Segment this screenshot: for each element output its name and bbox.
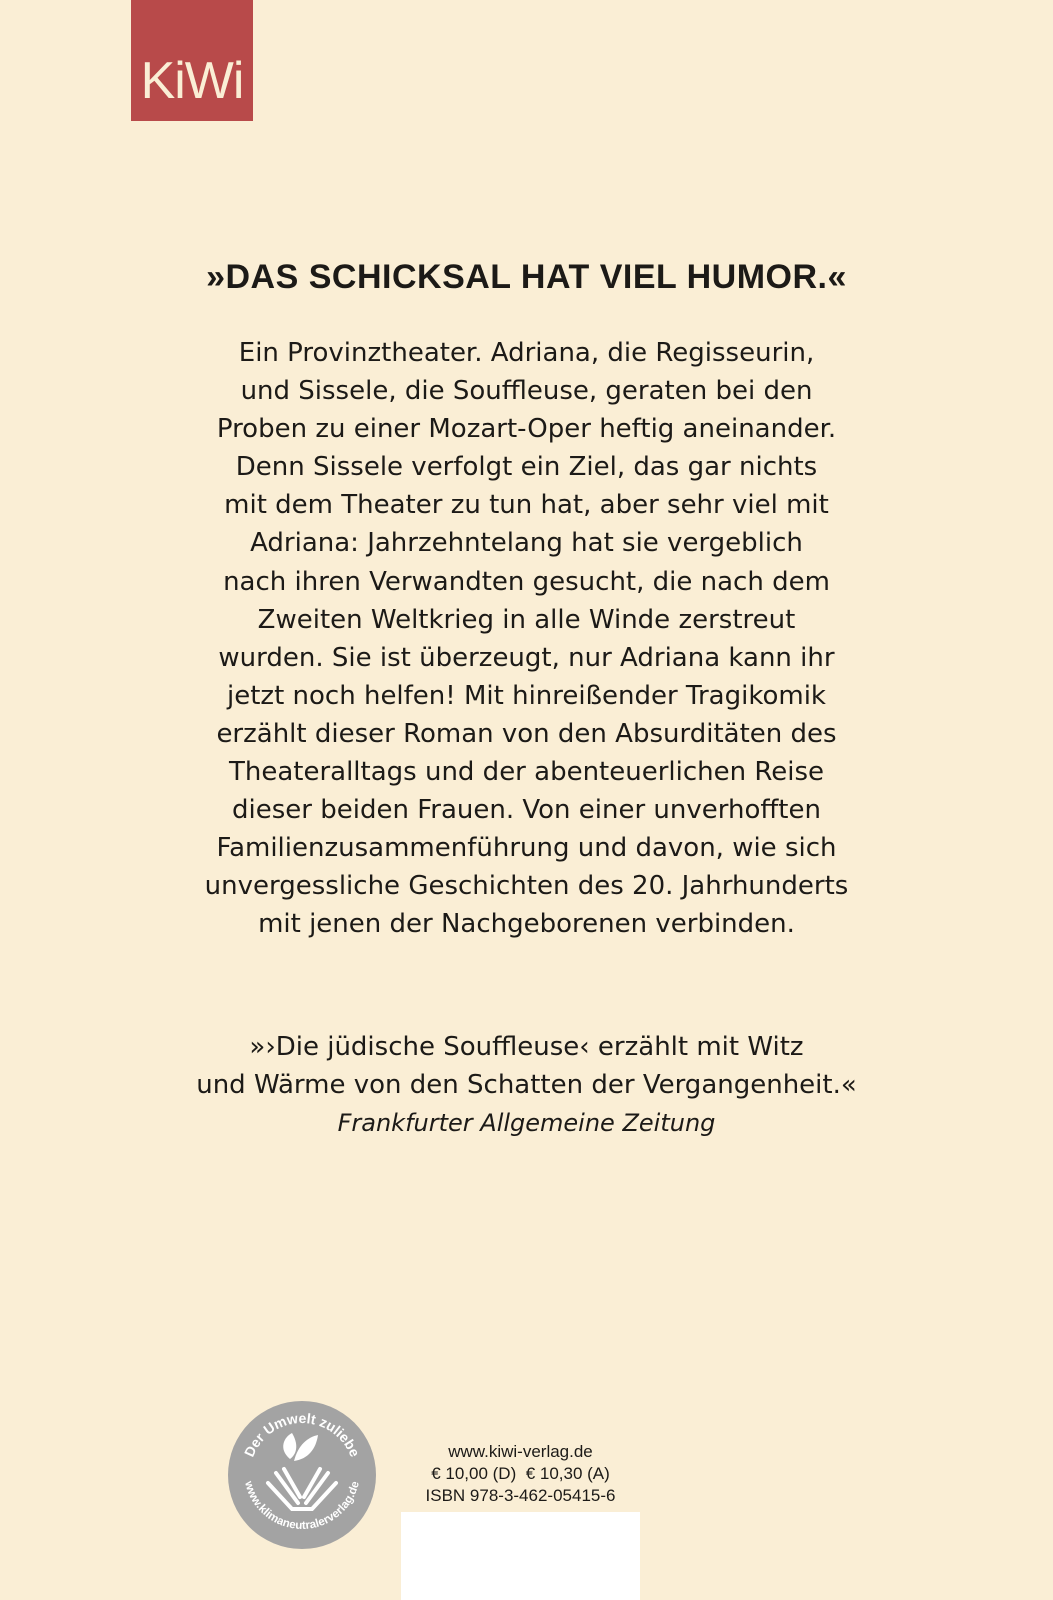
- blurb-line: erzählt dieser Roman von den Absurditäten des: [216, 718, 837, 749]
- publisher-info: [401, 1441, 640, 1507]
- quote-source: Frankfurter Allgemeine Zeitung: [337, 1109, 716, 1137]
- blurb-line: mit jenen der Nachgeborenen verbinden.: [258, 909, 795, 940]
- blurb-line: jetzt noch helfen! Mit hinreißender Tragikomik: [227, 680, 826, 711]
- logo-text: KiWi: [140, 52, 244, 110]
- price: € 10,00 (D) € 10,30 (A): [431, 1464, 610, 1483]
- barcode-area: [401, 1512, 640, 1600]
- blurb-line: dieser beiden Frauen. Von einer unverhofften: [232, 795, 821, 826]
- blurb-line: Ein Provinztheater. Adriana, die Regisseurin,: [238, 338, 815, 368]
- blurb-line: Proben zu einer Mozart-Oper heftig aneinander.: [216, 414, 837, 445]
- badge-top-text: Der Umwelt zuliebe: [240, 1409, 364, 1460]
- climate-neutral-badge-icon: [228, 1401, 376, 1549]
- website-link[interactable]: www.kiwi-verlag.de: [448, 1442, 593, 1461]
- blurb-line: unvergessliche Geschichten des 20. Jahrhunderts: [204, 871, 849, 902]
- blurb-line: nach ihren Verwandten gesucht, die nach dem: [223, 566, 830, 597]
- blurb-line: mit dem Theater zu tun hat, aber sehr viel mit: [224, 490, 829, 521]
- blurb-line: und Sissele, die Souffleuse, geraten bei den: [240, 376, 813, 407]
- publisher-logo: [131, 0, 253, 121]
- blurb-line: Denn Sissele verfolgt ein Ziel, das gar nichts: [235, 452, 818, 483]
- blurb-line: Adriana: Jahrzehntelang hat sie vergeblich: [250, 528, 803, 559]
- blurb-line: Theateralltags und der abenteuerlichen Reise: [228, 757, 825, 788]
- blurb-line: Zweiten Weltkrieg in alle Winde zerstreut: [257, 604, 796, 635]
- quote-line: »›Die jüdische Souffleuse‹ erzählt mit Witz: [249, 1032, 804, 1062]
- blurb-text: [0, 334, 1053, 944]
- tagline-heading: »DAS SCHICKSAL HAT VIEL HUMOR.«: [206, 258, 847, 296]
- quote-line: und Wärme von den Schatten der Vergangenheit.«: [196, 1070, 857, 1100]
- isbn: ISBN 978-3-462-05415-6: [425, 1486, 616, 1505]
- review-quote: [0, 1028, 1053, 1142]
- badge-bottom-text: www.klimaneutralerverlag.de: [242, 1479, 362, 1533]
- blurb-line: Familienzusammenführung und davon, wie sich: [216, 833, 837, 864]
- blurb-line: wurden. Sie ist überzeugt, nur Adriana kann ihr: [218, 642, 835, 673]
